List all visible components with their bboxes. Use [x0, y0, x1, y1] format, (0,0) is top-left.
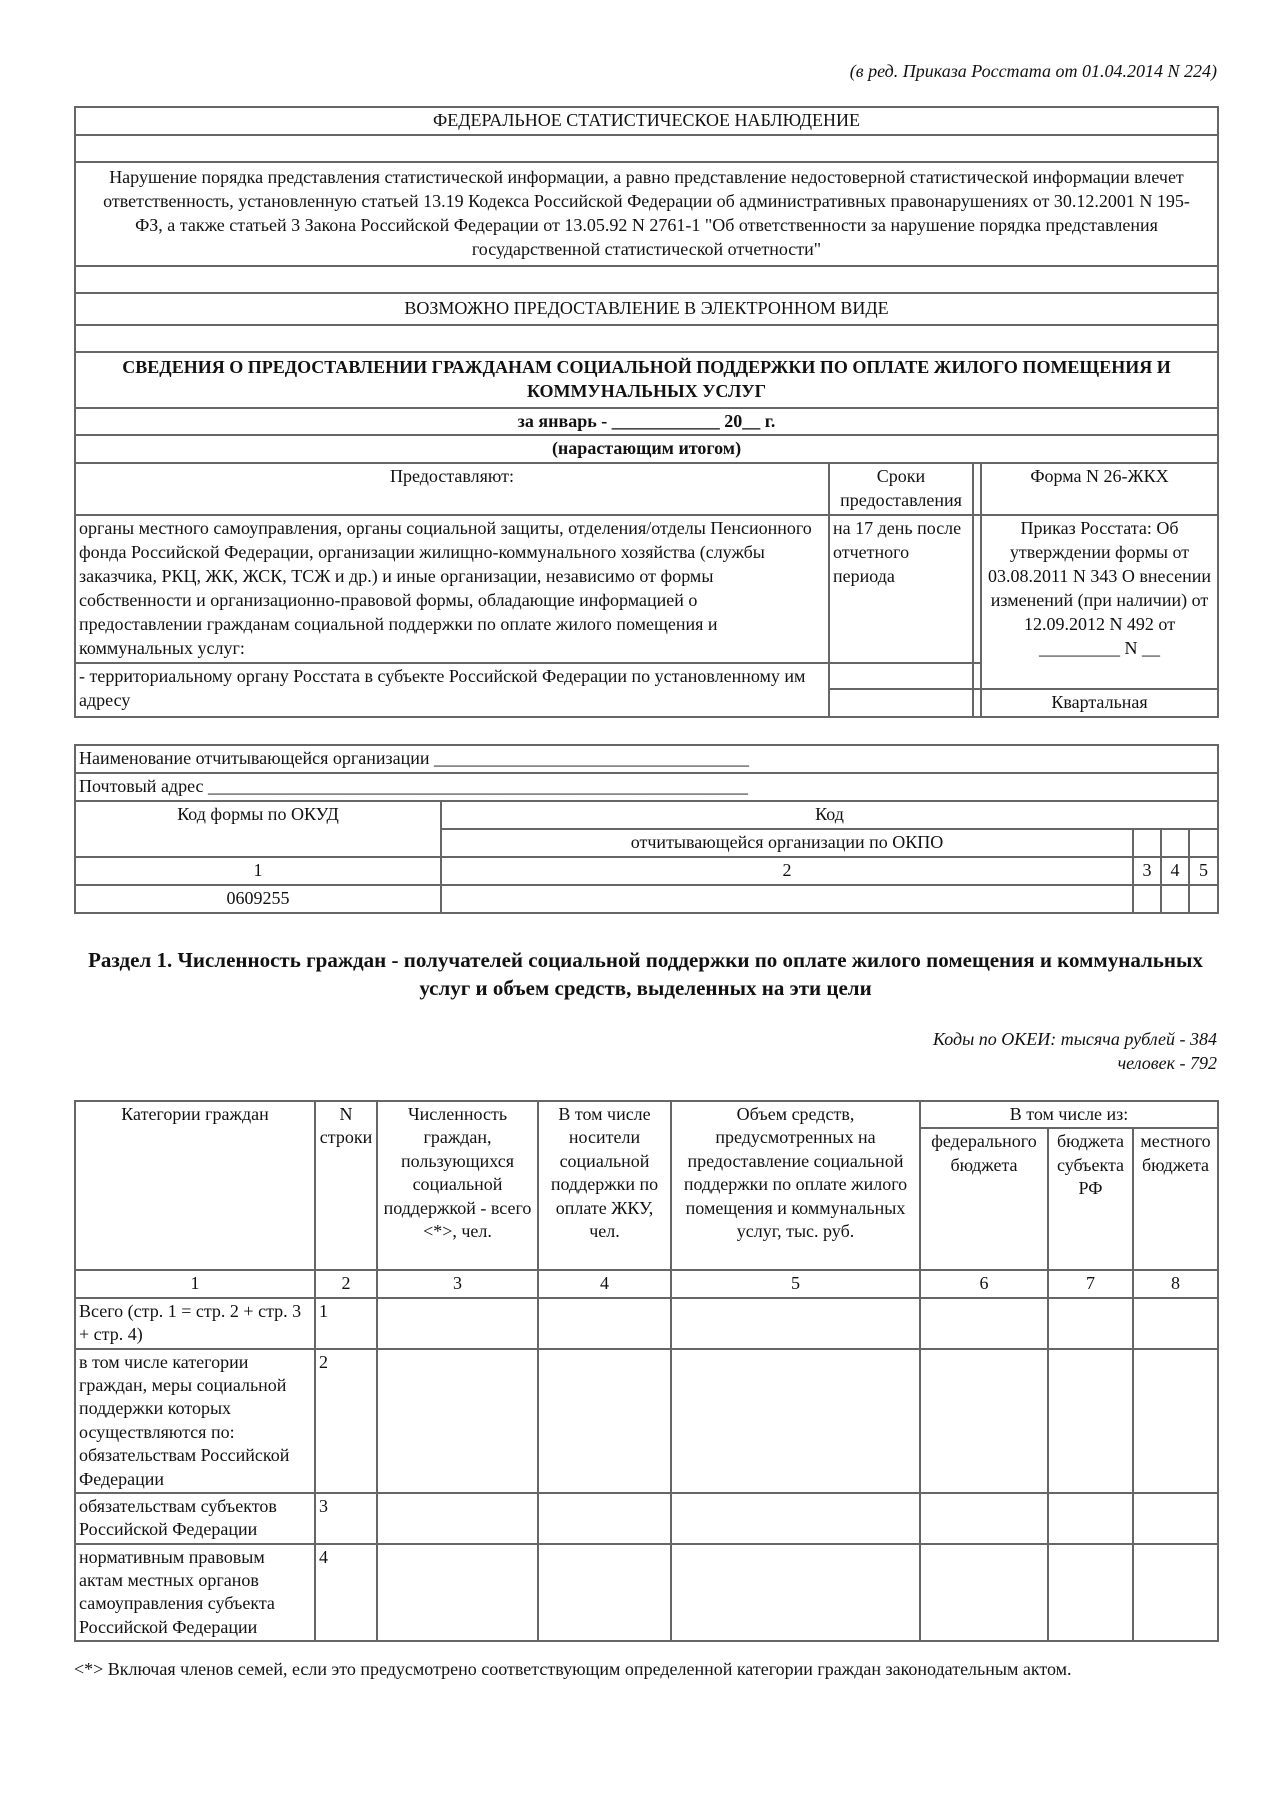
- code-input[interactable]: [1133, 885, 1161, 913]
- deadline-label: Сроки предоставления: [829, 463, 973, 515]
- col-number: 6: [920, 1270, 1048, 1297]
- col-number: 5: [1189, 857, 1218, 885]
- blank-cell: [829, 689, 973, 717]
- value-cell[interactable]: [671, 1349, 920, 1493]
- row-number: 4: [315, 1544, 377, 1642]
- col-number: 1: [75, 1270, 315, 1297]
- header-category: Категории граждан: [75, 1101, 315, 1270]
- provide-label: Предоставляют:: [75, 463, 829, 515]
- value-cell[interactable]: [377, 1493, 538, 1544]
- code-input[interactable]: [1189, 885, 1218, 913]
- reporting-period: за январь - ____________ 20__ г.: [75, 408, 1218, 436]
- submitter-organizations: органы местного самоуправления, органы социальной защиты, отделения/отделы Пенсионного фонда Российской Федерации, организации жилищно-коммунального хозяйства (службы заказчика, РКЦ, ЖК, ЖСК, ТСЖ и др.) и иные организации, независимо от формы собственности и организационно-правовой формы, обладающие информацией о предоставлении гражданам социальной поддержки по оплате жилого помещения и коммунальных услуг:: [75, 515, 829, 663]
- periodicity: Квартальная: [981, 689, 1218, 717]
- value-cell[interactable]: [377, 1298, 538, 1349]
- value-cell[interactable]: [671, 1298, 920, 1349]
- code-input[interactable]: [1161, 885, 1189, 913]
- value-cell[interactable]: [1048, 1298, 1133, 1349]
- value-cell[interactable]: [1133, 1493, 1218, 1544]
- col-number: 2: [315, 1270, 377, 1297]
- blank-cell: [1189, 829, 1218, 857]
- value-cell[interactable]: [377, 1349, 538, 1493]
- header-subject: бюджета субъекта РФ: [1048, 1128, 1133, 1270]
- value-cell[interactable]: [1133, 1349, 1218, 1493]
- org-name-field[interactable]: Наименование отчитывающейся организации ___________________________________: [75, 745, 1218, 773]
- value-cell[interactable]: [538, 1493, 671, 1544]
- value-cell[interactable]: [920, 1493, 1048, 1544]
- okei-line: Коды по ОКЕИ: тысяча рублей - 384: [932, 1029, 1217, 1049]
- header-federal: федерального бюджета: [920, 1128, 1048, 1270]
- deadline-text: на 17 день после отчетного периода: [829, 515, 973, 663]
- col-number: 4: [1161, 857, 1189, 885]
- value-cell[interactable]: [1048, 1544, 1133, 1642]
- violation-notice: Нарушение порядка представления статистической информации, а равно представление недостоверной статистической информации влечет ответственность, установленную статьей 13.19 Кодекса Российской Федерации об административных правонарушениях от 30.12.2001 N 195-ФЗ, а также статьей 3 Закона Российской Федерации от 13.05.92 N 2761-1 "Об ответственности за нарушение порядка представления государственной статистической отчетности": [75, 162, 1218, 266]
- okud-value: 0609255: [75, 885, 441, 913]
- value-cell[interactable]: [377, 1544, 538, 1642]
- value-cell[interactable]: [920, 1544, 1048, 1642]
- form-number: Форма N 26-ЖКХ: [981, 463, 1218, 515]
- okpo-label: отчитывающейся организации по ОКПО: [441, 829, 1133, 857]
- header-row-no: N строки: [315, 1101, 377, 1270]
- separator-cell: [973, 463, 981, 515]
- federal-observation-title: ФЕДЕРАЛЬНОЕ СТАТИСТИЧЕСКОЕ НАБЛЮДЕНИЕ: [75, 107, 1218, 135]
- value-cell[interactable]: [1048, 1349, 1133, 1493]
- value-cell[interactable]: [671, 1544, 920, 1642]
- order-reference: Приказ Росстата: Об утверждении формы от 03.08.2011 N 343 О внесении изменений (при наличии) от 12.09.2012 N 492 от _________ N __: [981, 515, 1218, 689]
- col-number: 5: [671, 1270, 920, 1297]
- row-category: Всего (стр. 1 = стр. 2 + стр. 3 + стр. 4): [75, 1298, 315, 1349]
- col-number: 3: [1133, 857, 1161, 885]
- okpo-input[interactable]: [441, 885, 1133, 913]
- territorial-body: - территориальному органу Росстата в субъекте Российской Федерации по установленному им адресу: [75, 663, 829, 717]
- header-including: В том числе из:: [920, 1101, 1218, 1128]
- form-header-table: [74, 106, 1219, 718]
- col-number: 3: [377, 1270, 538, 1297]
- blank-cell: [1133, 829, 1161, 857]
- value-cell[interactable]: [1133, 1544, 1218, 1642]
- electronic-submission-note: ВОЗМОЖНО ПРЕДОСТАВЛЕНИЕ В ЭЛЕКТРОННОМ ВИДЕ: [75, 293, 1218, 325]
- postal-address-field[interactable]: Почтовый адрес ____________________________________________________________: [75, 773, 1218, 801]
- col-number: 8: [1133, 1270, 1218, 1297]
- header-local: местного бюджета: [1133, 1128, 1218, 1270]
- okei-codes: [933, 1028, 1217, 1076]
- blank-row: [75, 135, 1218, 162]
- row-category: обязательствам субъектов Российской Федерации: [75, 1493, 315, 1544]
- value-cell[interactable]: [538, 1349, 671, 1493]
- blank-row: [75, 325, 1218, 352]
- table-row: [75, 1493, 1218, 1544]
- header-volume: Объем средств, предусмотренных на предоставление социальной поддержки по оплате жилого помещения и коммунальных услуг, тыс. руб.: [671, 1101, 920, 1270]
- section-title: Раздел 1. Численность граждан - получателей социальной поддержки по оплате жилого помещения и коммунальных услуг и объем средств, выделенных на эти цели: [88, 948, 1203, 1000]
- form-title: СВЕДЕНИЯ О ПРЕДОСТАВЛЕНИИ ГРАЖДАНАМ СОЦИАЛЬНОЙ ПОДДЕРЖКИ ПО ОПЛАТЕ ЖИЛОГО ПОМЕЩЕНИЯ И КОММУНАЛЬНЫХ УСЛУГ: [75, 352, 1218, 408]
- section-1-table: [74, 1100, 1219, 1642]
- header-count: Численность граждан, пользующихся социальной поддержкой - всего <*>, чел.: [377, 1101, 538, 1270]
- row-number: 3: [315, 1493, 377, 1544]
- organization-table: [74, 744, 1219, 914]
- blank-row: [75, 266, 1218, 293]
- edition-note: (в ред. Приказа Росстата от 01.04.2014 N 224): [849, 61, 1217, 81]
- value-cell[interactable]: [1048, 1493, 1133, 1544]
- row-category: в том числе категории граждан, меры социальной поддержки которых осуществляются по: обязательствам Российской Федерации: [75, 1349, 315, 1493]
- value-cell[interactable]: [920, 1298, 1048, 1349]
- blank-cell: [829, 663, 973, 689]
- value-cell[interactable]: [538, 1298, 671, 1349]
- code-label: Код: [441, 801, 1218, 829]
- col-number: 4: [538, 1270, 671, 1297]
- header-carriers: В том числе носители социальной поддержки по оплате ЖКУ, чел.: [538, 1101, 671, 1270]
- separator-cell: [973, 515, 981, 663]
- value-cell[interactable]: [538, 1544, 671, 1642]
- col-number: 1: [75, 857, 441, 885]
- value-cell[interactable]: [671, 1493, 920, 1544]
- footnote: <*> Включая членов семей, если это предусмотрено соответствующим определенной категории граждан законодательным актом.: [74, 1659, 1072, 1679]
- separator-cell: [973, 663, 981, 689]
- okei-line: человек - 792: [1117, 1052, 1217, 1073]
- value-cell[interactable]: [1133, 1298, 1218, 1349]
- row-number: 2: [315, 1349, 377, 1493]
- table-row: [75, 1349, 1218, 1493]
- value-cell[interactable]: [920, 1349, 1048, 1493]
- row-category: нормативным правовым актам местных органов самоуправления субъекта Российской Федерации: [75, 1544, 315, 1642]
- col-number: 2: [441, 857, 1133, 885]
- blank-cell: [1161, 829, 1189, 857]
- col-number: 7: [1048, 1270, 1133, 1297]
- cumulative-note: (нарастающим итогом): [75, 435, 1218, 463]
- table-row: [75, 1544, 1218, 1642]
- row-number: 1: [315, 1298, 377, 1349]
- okud-label: Код формы по ОКУД: [75, 801, 441, 857]
- separator-cell: [973, 689, 981, 717]
- table-row: [75, 1298, 1218, 1349]
